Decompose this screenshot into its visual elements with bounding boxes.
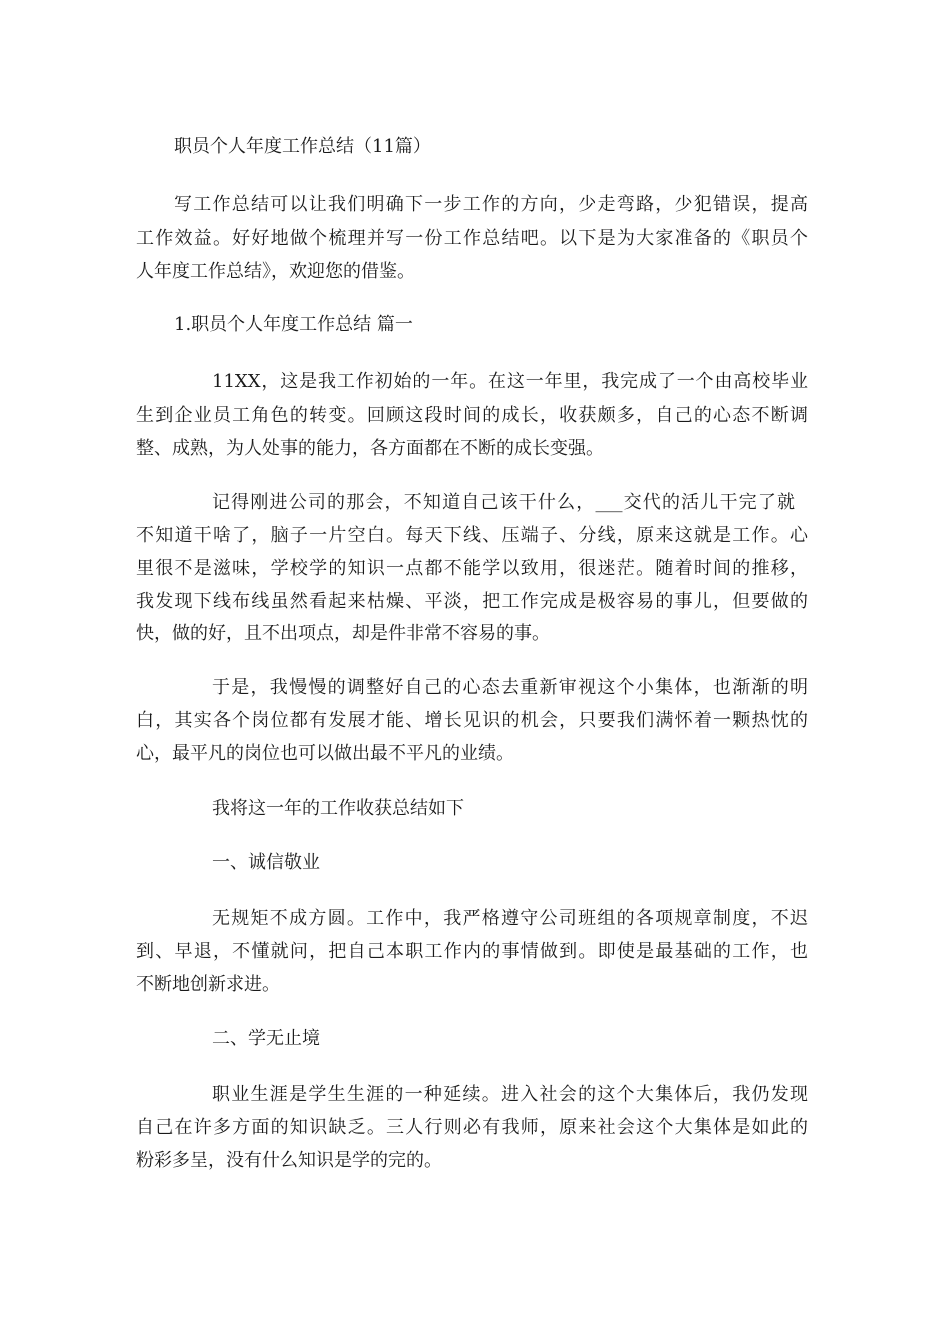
- document-title: 职员个人年度工作总结（11篇）: [174, 136, 431, 157]
- para1-line-1: 11XX，这是我工作初始的一年。在这一年里，我完成了一个由高校毕业: [212, 371, 808, 392]
- para4-line-3: 不断地创新求进。: [136, 974, 280, 995]
- para2-line-1: 记得刚进公司的那会，不知道自己该干什么，___交代的活儿干完了就: [212, 492, 795, 513]
- section-heading: 1.职员个人年度工作总结 篇一: [174, 314, 413, 335]
- para1-line-2: 生到企业员工角色的转变。回顾这段时间的成长，收获颇多，自己的心态不断调: [136, 405, 808, 426]
- intro-line-2: 工作效益。好好地做个梳理并写一份工作总结吧。以下是为大家准备的《职员个: [136, 228, 808, 249]
- para2-line-5: 快，做的好，且不出项点，却是件非常不容易的事。: [136, 623, 550, 644]
- para4-line-1: 无规矩不成方圆。工作中，我严格遵守公司班组的各项规章制度，不迟: [212, 908, 808, 929]
- heading-learning: 二、学无止境: [212, 1028, 320, 1049]
- para5-line-1: 职业生涯是学生生涯的一种延续。进入社会的这个大集体后，我仍发现: [212, 1084, 808, 1105]
- para3-line-1: 于是，我慢慢的调整好自己的心态去重新审视这个小集体，也渐渐的明: [212, 677, 808, 698]
- heading-integrity: 一、诚信敬业: [212, 852, 320, 873]
- para3-line-3: 心，最平凡的岗位也可以做出最不平凡的业绩。: [136, 743, 514, 764]
- para1-line-3: 整、成熟，为人处事的能力，各方面都在不断的成长变强。: [136, 438, 604, 459]
- para2-line-4: 我发现下线布线虽然看起来枯燥、平淡，把工作完成是极容易的事儿，但要做的: [136, 591, 808, 612]
- para2-line-3: 里很不是滋味，学校学的知识一点都不能学以致用，很迷茫。随着时间的推移，: [136, 558, 808, 579]
- summary-intro: 我将这一年的工作收获总结如下: [212, 798, 464, 819]
- para2-line-2: 不知道干啥了，脑子一片空白。每天下线、压端子、分线，原来这就是工作。心: [136, 525, 808, 546]
- para4-line-2: 到、早退，不懂就问，把自己本职工作内的事情做到。即使是最基础的工作，也: [136, 941, 808, 962]
- para3-line-2: 白，其实各个岗位都有发展才能、增长见识的机会，只要我们满怀着一颗热忱的: [136, 710, 808, 731]
- intro-line-3: 人年度工作总结》，欢迎您的借鉴。: [136, 261, 415, 282]
- para5-line-2: 自己在许多方面的知识缺乏。三人行则必有我师，原来社会这个大集体是如此的: [136, 1117, 808, 1138]
- intro-line-1: 写工作总结可以让我们明确下一步工作的方向，少走弯路，少犯错误，提高: [174, 194, 808, 215]
- para5-line-3: 粉彩多呈，没有什么知识是学的完的。: [136, 1150, 442, 1171]
